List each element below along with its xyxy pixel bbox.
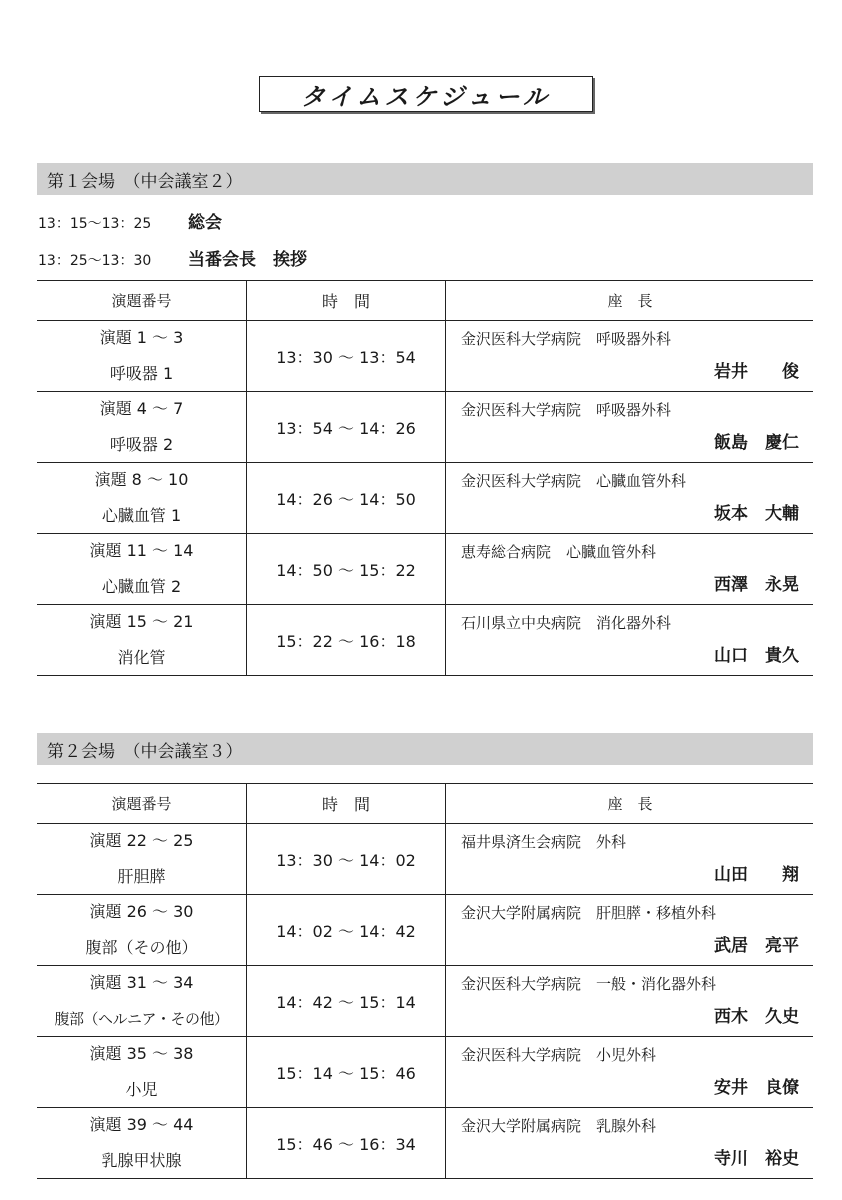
session-category: 腹部（ヘルニア・その他）	[54, 1010, 229, 1028]
chair-name: 寺川 裕史	[714, 1149, 799, 1169]
table-row	[37, 605, 813, 676]
session-range: 演題 15 〜 21	[89, 612, 194, 631]
chair-cell	[446, 392, 814, 463]
chair-cell	[446, 966, 814, 1037]
session-category: 消化管	[117, 648, 166, 667]
chair-institution: 福井県済生会病院 外科	[461, 833, 627, 851]
time-cell: 14：42 〜 15：14	[247, 966, 446, 1037]
session-range: 演題 31 〜 34	[89, 973, 194, 992]
page-title: タイムスケジュール	[259, 76, 593, 112]
column-header-session: 演題番号	[37, 281, 247, 321]
time-cell: 13：54 〜 14：26	[247, 392, 446, 463]
session-cell	[37, 966, 247, 1037]
session-cell	[37, 605, 247, 676]
time-cell: 14：02 〜 14：42	[247, 895, 446, 966]
chair-institution: 金沢医科大学病院 心臓血管外科	[461, 472, 687, 490]
session-cell	[37, 1108, 247, 1179]
program-time: 13：25〜13：30	[38, 253, 152, 269]
column-header-time: 時 間	[247, 784, 446, 824]
session-range: 演題 8 〜 10	[94, 470, 189, 489]
time-cell: 15：22 〜 16：18	[247, 605, 446, 676]
chair-institution: 恵寿総合病院 心臓血管外科	[461, 543, 657, 561]
room1-heading: 第１会場 （中会議室２）	[37, 163, 813, 195]
session-cell	[37, 321, 247, 392]
chair-institution: 金沢医科大学病院 小児外科	[461, 1046, 657, 1064]
table-row	[37, 463, 813, 534]
session-category: 呼吸器 2	[109, 435, 174, 454]
session-range: 演題 1 〜 3	[99, 328, 184, 347]
column-header-time: 時 間	[247, 281, 446, 321]
table-row	[37, 895, 813, 966]
chair-name: 西澤 永晃	[714, 575, 799, 595]
table-row	[37, 966, 813, 1037]
session-cell	[37, 895, 247, 966]
program-item-general-meeting	[38, 208, 222, 233]
room1-schedule-table	[37, 280, 813, 676]
session-range: 演題 35 〜 38	[89, 1044, 194, 1063]
session-category: 心臓血管 1	[101, 506, 182, 525]
session-category: 乳腺甲状腺	[101, 1151, 182, 1170]
time-cell: 14：50 〜 15：22	[247, 534, 446, 605]
table-row	[37, 534, 813, 605]
chair-name: 西木 久史	[714, 1007, 799, 1027]
time-cell: 13：30 〜 13：54	[247, 321, 446, 392]
session-cell	[37, 534, 247, 605]
chair-institution: 金沢医科大学病院 呼吸器外科	[461, 401, 672, 419]
session-cell	[37, 463, 247, 534]
table-row	[37, 321, 813, 392]
chair-institution: 金沢大学附属病院 肝胆膵・移植外科	[461, 904, 717, 922]
chair-cell	[446, 895, 814, 966]
session-cell	[37, 1037, 247, 1108]
column-header-chair: 座 長	[446, 784, 814, 824]
session-cell	[37, 392, 247, 463]
time-cell: 15：46 〜 16：34	[247, 1108, 446, 1179]
table-row	[37, 1037, 813, 1108]
room2-schedule-table	[37, 783, 813, 1179]
session-category: 心臓血管 2	[101, 577, 182, 596]
session-range: 演題 22 〜 25	[89, 831, 194, 850]
chair-institution: 金沢大学附属病院 乳腺外科	[461, 1117, 657, 1135]
session-range: 演題 4 〜 7	[99, 399, 184, 418]
chair-name: 山田 翔	[714, 865, 799, 885]
chair-institution: 金沢医科大学病院 一般・消化器外科	[461, 975, 717, 993]
session-range: 演題 39 〜 44	[89, 1115, 194, 1134]
table-header-row	[37, 281, 813, 321]
table-row	[37, 392, 813, 463]
chair-cell	[446, 1108, 814, 1179]
program-time: 13：15〜13：25	[38, 216, 152, 232]
table-header-row	[37, 784, 813, 824]
chair-cell	[446, 463, 814, 534]
chair-name: 坂本 大輔	[714, 504, 799, 524]
session-range: 演題 11 〜 14	[89, 541, 194, 560]
time-cell: 13：30 〜 14：02	[247, 824, 446, 895]
session-cell	[37, 824, 247, 895]
chair-name: 山口 貴久	[714, 646, 799, 666]
session-category: 呼吸器 1	[109, 364, 174, 383]
chair-cell	[446, 1037, 814, 1108]
column-header-chair: 座 長	[446, 281, 814, 321]
chair-name: 飯島 慶仁	[714, 433, 799, 453]
chair-cell	[446, 321, 814, 392]
room2-heading: 第２会場 （中会議室３）	[37, 733, 813, 765]
chair-cell	[446, 605, 814, 676]
column-header-session: 演題番号	[37, 784, 247, 824]
chair-name: 安井 良僚	[714, 1078, 799, 1098]
chair-cell	[446, 824, 814, 895]
session-category: 肝胆膵	[117, 867, 166, 886]
chair-name: 岩井 俊	[714, 362, 799, 382]
program-label: 総会	[188, 213, 222, 233]
session-range: 演題 26 〜 30	[89, 902, 194, 921]
chair-name: 武居 亮平	[714, 936, 799, 956]
time-cell: 14：26 〜 14：50	[247, 463, 446, 534]
chair-institution: 金沢医科大学病院 呼吸器外科	[461, 330, 672, 348]
session-category: 腹部（その他）	[85, 938, 198, 957]
table-row	[37, 1108, 813, 1179]
session-category: 小児	[125, 1080, 158, 1099]
program-item-president-greeting	[38, 245, 307, 270]
time-cell: 15：14 〜 15：46	[247, 1037, 446, 1108]
table-row	[37, 824, 813, 895]
program-label: 当番会長 挨拶	[188, 250, 307, 270]
chair-cell	[446, 534, 814, 605]
chair-institution: 石川県立中央病院 消化器外科	[461, 614, 672, 632]
